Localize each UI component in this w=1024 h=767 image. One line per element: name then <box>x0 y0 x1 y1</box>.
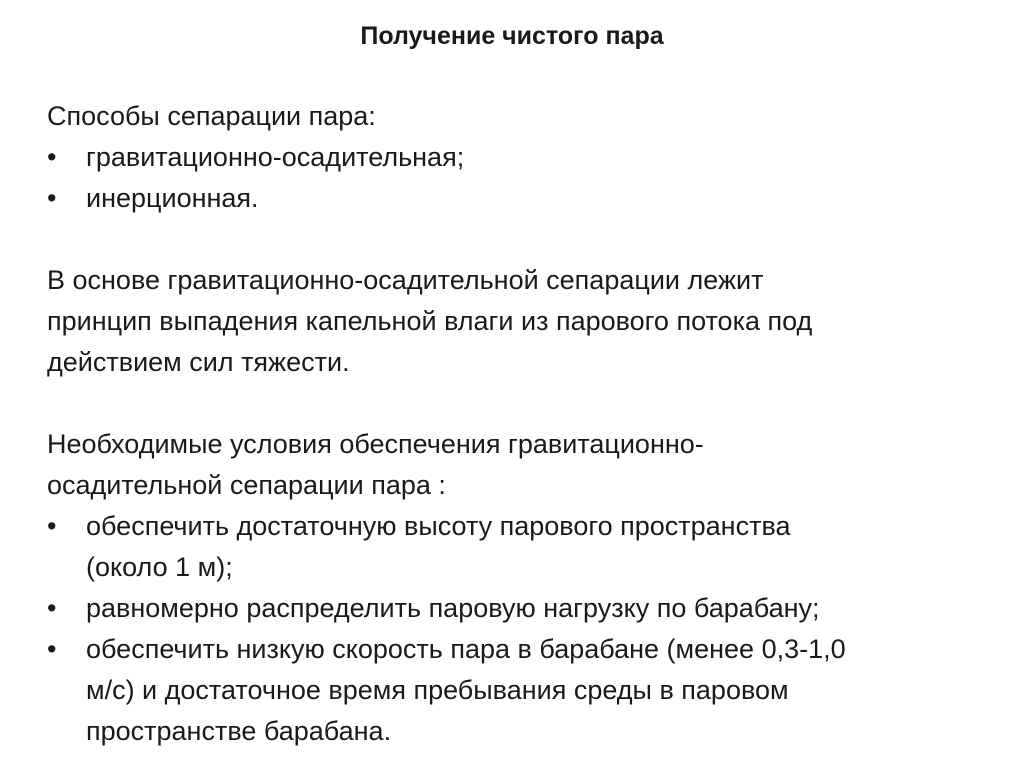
list-item-text: инерционная. <box>86 183 259 213</box>
bullet-icon: • <box>47 142 57 172</box>
list-item <box>47 629 987 752</box>
list-item-text: равномерно распределить паровую нагрузку по барабану; <box>86 593 820 623</box>
list-item-text: пространстве барабана. <box>86 716 392 746</box>
list-item <box>47 588 987 629</box>
separation-methods-heading: Способы сепарации пара: <box>47 101 376 131</box>
paragraph-line: принцип выпадения капельной влаги из парового потока под <box>47 306 813 336</box>
list-item-text: обеспечить низкую скорость пара в барабане (менее 0,3-1,0 <box>86 634 846 664</box>
bullet-icon: • <box>47 634 57 664</box>
conditions-heading-line: осадительной сепарации пара : <box>47 470 446 500</box>
conditions-heading-line: Необходимые условия обеспечения гравитационно- <box>47 429 704 459</box>
bullet-icon: • <box>47 183 57 213</box>
slide-title: Получение чистого пара <box>360 22 664 50</box>
list-item-text: обеспечить достаточную высоту парового пространства <box>86 511 791 541</box>
list-item <box>47 506 987 588</box>
slide-body <box>47 96 987 752</box>
list-item-text: гравитационно-осадительная; <box>86 142 465 172</box>
bullet-icon: • <box>47 511 57 541</box>
list-item <box>47 137 987 178</box>
paragraph-line: действием сил тяжести. <box>47 347 350 377</box>
list-item <box>47 178 987 219</box>
bullet-icon: • <box>47 593 57 623</box>
list-item-text: м/с) и достаточное время пребывания среды в паровом <box>86 675 789 705</box>
paragraph-line: В основе гравитационно-осадительной сепарации лежит <box>47 265 764 295</box>
list-item-text: (около 1 м); <box>86 552 233 582</box>
